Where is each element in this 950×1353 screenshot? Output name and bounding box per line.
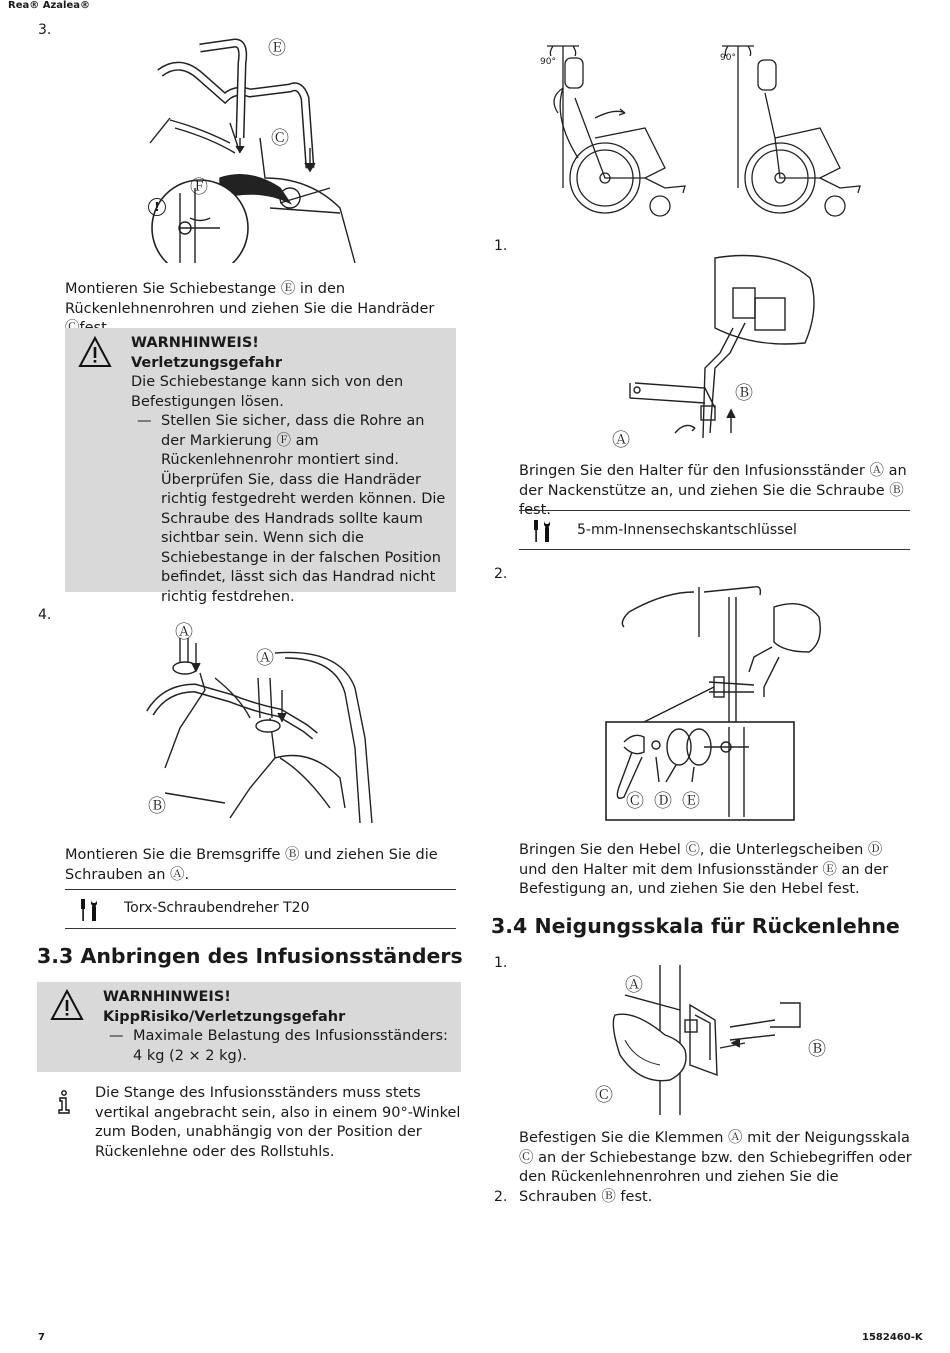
s34-step1-instruction: Befestigen Sie die Klemmen Ⓐ mit der Neigungsskala Ⓒ an der Schiebestange bzw. den Schiebegriffen oder den Rückenlehnenrohren und ziehen Sie die Schrauben Ⓑ fest. bbox=[519, 1130, 912, 1205]
figure-label-a1: Ⓐ bbox=[175, 622, 193, 643]
warning-triangle-icon bbox=[50, 989, 84, 1021]
tool-divider-top bbox=[65, 889, 456, 890]
step-number: 1. bbox=[494, 238, 508, 254]
pushbar-mounting-figure bbox=[140, 28, 370, 263]
section-heading: 3.3 Anbringen des Infusionsständers bbox=[37, 944, 463, 968]
step1-instruction: Bringen Sie den Halter für den Infusionsständer Ⓐ an der Nackenstütze an, und ziehen Sie die Schraube Ⓑ fest. bbox=[519, 463, 907, 518]
figure-label-b: Ⓑ bbox=[735, 383, 753, 404]
header-brand: Rea® Azalea® bbox=[8, 0, 90, 11]
tool-divider-bottom bbox=[519, 549, 910, 550]
tool-icon bbox=[531, 517, 553, 543]
figure-label-a: Ⓐ bbox=[612, 430, 630, 451]
warning-bullet: — Stellen Sie sicher, dass die Rohre an der Markierung Ⓕ am Rückenlehnenrohr montiert sind. Überprüfen Sie, dass die Handräder richtig festgedreht werden können. Die Schraube des Handrads sollte kaum sichtbar sein. Wenn sich die Schiebestange in der falschen Position befindet, lässt sich das Handrad nicht richtig festdrehen. bbox=[131, 412, 449, 607]
step4-instruction: Montieren Sie die Bremsgriffe Ⓑ und ziehen Sie die Schrauben an Ⓐ. bbox=[65, 847, 438, 883]
figure-label-a2: Ⓐ bbox=[256, 648, 274, 669]
warning-title: WARNHINWEIS! bbox=[131, 335, 259, 351]
infusion-holder-figure bbox=[605, 248, 830, 451]
infusion-stand-lever-figure bbox=[604, 577, 834, 822]
info-text: Die Stange des Infusionsständers muss stets vertikal angebracht sein, also in einem 90°-Winkel zum Boden, unabhängig von der Position der Rückenlehne oder des Rollstuhls. bbox=[95, 1085, 461, 1160]
figure-label-c: Ⓒ bbox=[271, 128, 289, 149]
info-icon bbox=[56, 1090, 72, 1114]
tool-divider-bottom bbox=[65, 928, 456, 929]
page-number: 7 bbox=[38, 1332, 45, 1343]
figure-label-b: Ⓑ bbox=[808, 1039, 826, 1060]
caution-icon: ! bbox=[148, 198, 166, 216]
figure-label-c: Ⓒ bbox=[595, 1085, 613, 1106]
figure-label-d: Ⓓ bbox=[654, 791, 672, 812]
tool-name: Torx-Schraubendreher T20 bbox=[124, 900, 310, 916]
step-number: 3. bbox=[38, 22, 52, 38]
step-number: 1. bbox=[494, 955, 508, 971]
figure-label-b: Ⓑ bbox=[148, 796, 166, 817]
step-number: 2. bbox=[494, 566, 508, 582]
step-number: 2. bbox=[494, 1189, 508, 1205]
figure-label-a: Ⓐ bbox=[625, 975, 643, 996]
step-number: 4. bbox=[38, 607, 52, 623]
inclination-scale-figure bbox=[595, 965, 835, 1115]
warning-triangle-icon bbox=[78, 336, 112, 368]
angle-label-1: 90° bbox=[540, 57, 556, 67]
warning-box bbox=[65, 328, 456, 605]
warning-text: Die Schiebestange kann sich von den Befestigungen lösen. bbox=[131, 374, 404, 410]
figure-label-e: Ⓔ bbox=[682, 791, 700, 812]
tool-divider-top bbox=[519, 510, 910, 511]
step3-instruction: Montieren Sie Schiebestange Ⓔ in den Rückenlehnenrohren und ziehen Sie die Handräder bbox=[65, 281, 435, 317]
step2-instruction: Bringen Sie den Hebel Ⓒ, die Unterlegscheiben Ⓓ und den Halter mit dem Infusionsständer Ⓔ an der Befestigung an, und ziehen Sie den Hebel fest. bbox=[519, 842, 889, 897]
warning-bullet: — Maximale Belastung des Infusionsständers: 4 kg (2 × 2 kg). bbox=[103, 1027, 455, 1066]
section-heading: 3.4 Neigungsskala für Rückenlehne bbox=[491, 914, 900, 938]
angle-label-2: 90° bbox=[720, 53, 736, 63]
figure-label-e: Ⓔ bbox=[268, 38, 286, 59]
warning-title: WARNHINWEIS! bbox=[103, 989, 231, 1005]
document-id: 1582460-K bbox=[862, 1332, 923, 1343]
figure-label-f: Ⓕ bbox=[190, 177, 208, 198]
warning-subtitle: KippRisiko/Verletzungsgefahr bbox=[103, 1008, 346, 1025]
warning-box bbox=[37, 982, 461, 1072]
warning-subtitle: Verletzungsgefahr bbox=[131, 354, 283, 371]
tool-name: 5-mm-Innensechskantschlüssel bbox=[577, 522, 797, 538]
brake-lever-figure bbox=[140, 618, 380, 823]
wheelchair-figure bbox=[535, 38, 875, 223]
tool-icon bbox=[78, 896, 100, 922]
figure-label-c: Ⓒ bbox=[626, 791, 644, 812]
